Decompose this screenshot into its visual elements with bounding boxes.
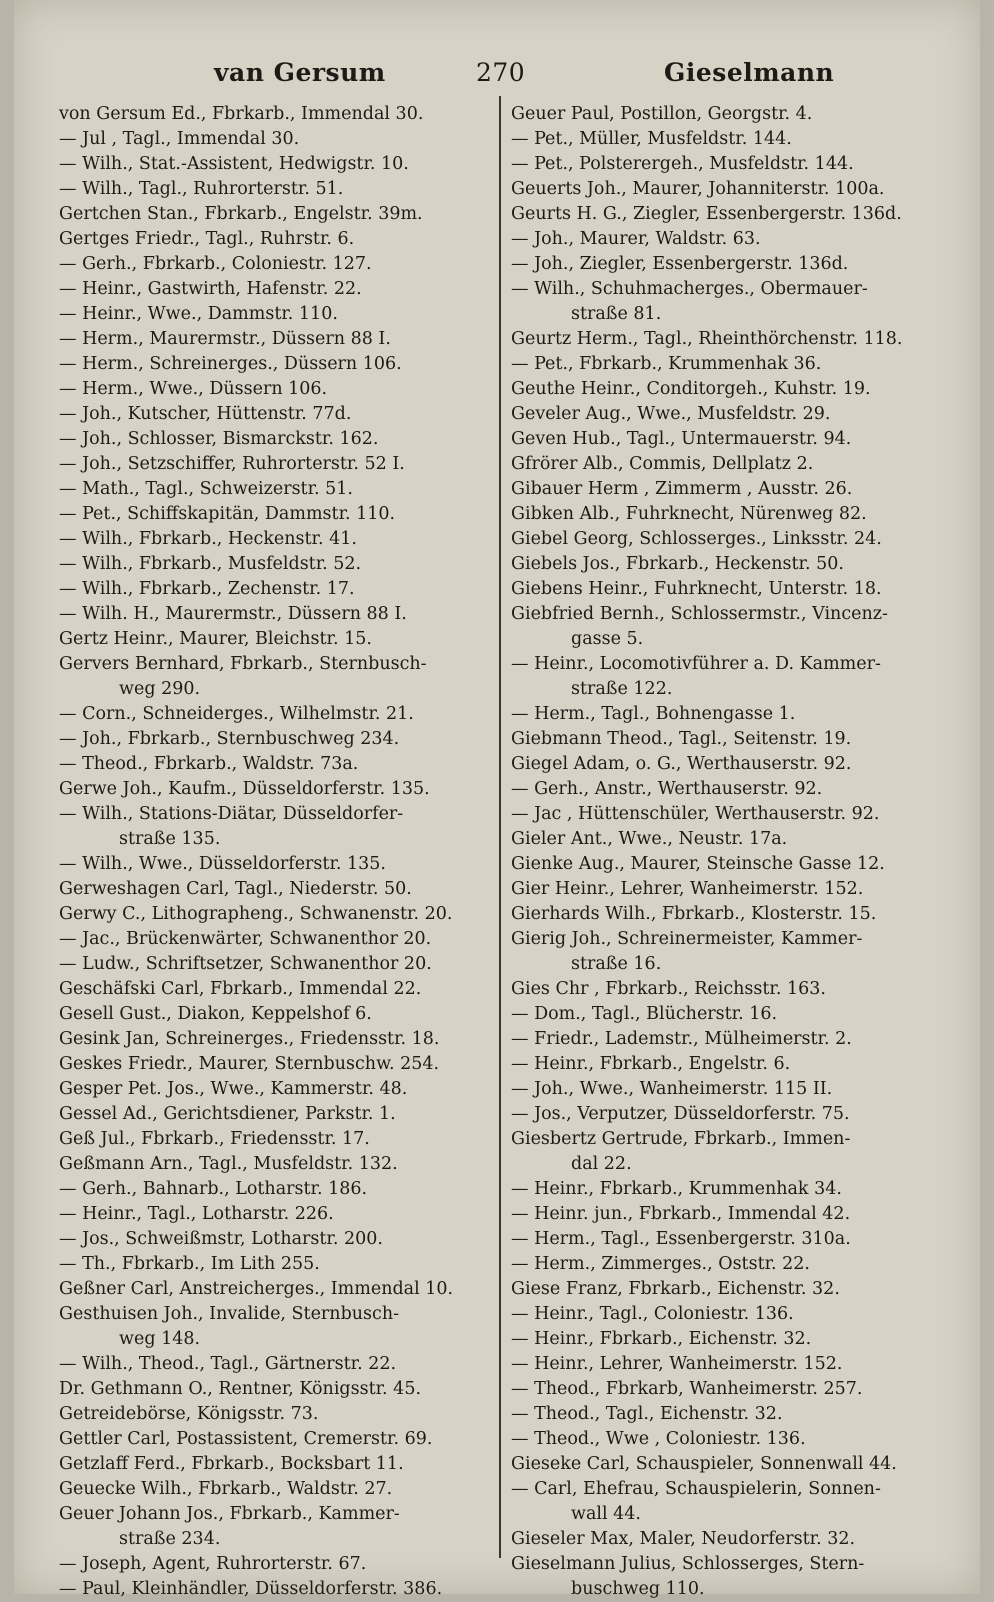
entry-text: — Dom., Tagl., Blücherstr. 16. — [511, 1004, 778, 1024]
directory-entry — [511, 327, 961, 352]
entry-text: Gesper Pet. Jos., Wwe., Kammerstr. 48. — [59, 1079, 408, 1099]
entry-text: — Wilh., Stations-Diätar, Düsseldorfer- — [59, 804, 404, 824]
directory-entry — [59, 452, 499, 477]
directory-entry — [511, 102, 961, 127]
directory-entry — [59, 1502, 499, 1552]
directory-entry — [511, 352, 961, 377]
entry-text: — Wilh., Fbrkarb., Heckenstr. 41. — [59, 529, 357, 549]
directory-entry — [511, 427, 961, 452]
directory-entry — [511, 252, 961, 277]
entry-text: Gieler Ant., Wwe., Neustr. 17a. — [511, 829, 788, 849]
directory-page — [14, 0, 980, 1599]
entry-continuation: weg 290. — [119, 679, 201, 699]
directory-entry — [511, 1077, 961, 1102]
directory-entry — [59, 1377, 499, 1402]
entry-text: Geuecke Wilh., Fbrkarb., Waldstr. 27. — [59, 1479, 393, 1499]
directory-entry — [511, 1127, 961, 1177]
entry-text: — Jos., Verputzer, Düsseldorferstr. 75. — [511, 1104, 850, 1124]
entry-text: — Joh., Wwe., Wanheimerstr. 115 II. — [511, 1079, 833, 1099]
entry-text: — Heinr., Fbrkarb., Engelstr. 6. — [511, 1054, 791, 1074]
entry-text: Gessel Ad., Gerichtsdiener, Parkstr. 1. — [59, 1104, 396, 1124]
directory-entry — [59, 527, 499, 552]
directory-entry — [59, 252, 499, 277]
entry-continuation: weg 148. — [119, 1329, 201, 1349]
entry-text: Geßmann Arn., Tagl., Musfeldstr. 132. — [59, 1154, 398, 1174]
directory-entry — [511, 1527, 961, 1552]
directory-entry — [59, 1077, 499, 1102]
entry-continuation: buschweg 110. — [571, 1579, 705, 1599]
directory-entry — [59, 1402, 499, 1427]
entry-text: — Heinr., Tagl., Coloniestr. 136. — [511, 1304, 794, 1324]
entry-text: Gfrörer Alb., Commis, Dellplatz 2. — [511, 454, 814, 474]
directory-entry — [59, 1552, 499, 1577]
entry-text: — Heinr. jun., Fbrkarb., Immendal 42. — [511, 1204, 851, 1224]
entry-continuation: straße 122. — [571, 679, 673, 699]
entry-text: Gertz Heinr., Maurer, Bleichstr. 15. — [59, 629, 372, 649]
directory-entry — [59, 1127, 499, 1152]
entry-text: Gerwy C., Lithographeng., Schwanenstr. 20. — [59, 904, 453, 924]
right-column — [511, 102, 961, 1602]
entry-text: Gerwe Joh., Kaufm., Düsseldorferstr. 135. — [59, 779, 430, 799]
entry-text: Geuerts Joh., Maurer, Johanniterstr. 100a. — [511, 179, 885, 199]
header-right-keyword: Gieselmann — [664, 58, 835, 87]
directory-entry — [511, 602, 961, 652]
entry-text: — Wilh., Wwe., Düsseldorferstr. 135. — [59, 854, 386, 874]
directory-entry — [511, 577, 961, 602]
directory-entry — [59, 1002, 499, 1027]
entry-text: — Wilh., Stat.-Assistent, Hedwigstr. 10. — [59, 154, 409, 174]
entry-text: Giebel Georg, Schlosserges., Linksstr. 24. — [511, 529, 882, 549]
directory-entry — [59, 702, 499, 727]
entry-text: — Joh., Maurer, Waldstr. 63. — [511, 229, 761, 249]
entry-text: — Theod., Fbrkarb, Wanheimerstr. 257. — [511, 1379, 863, 1399]
entry-text: — Corn., Schneiderges., Wilhelmstr. 21. — [59, 704, 414, 724]
directory-entry — [59, 877, 499, 902]
entry-text: — Ludw., Schriftsetzer, Schwanenthor 20. — [59, 954, 432, 974]
entry-text: Giebfried Bernh., Schlossermstr., Vincenz- — [511, 604, 888, 624]
directory-entry — [511, 727, 961, 752]
entry-text: Getreidebörse, Königsstr. 73. — [59, 1404, 319, 1424]
directory-entry — [59, 202, 499, 227]
entry-text: — Jac , Hüttenschüler, Werthauserstr. 92. — [511, 804, 880, 824]
entry-continuation: straße 234. — [119, 1529, 221, 1549]
entry-text: — Pet., Müller, Musfeldstr. 144. — [511, 129, 792, 149]
directory-entry — [59, 427, 499, 452]
directory-entry — [59, 127, 499, 152]
entry-text: Gierhards Wilh., Fbrkarb., Klosterstr. 15. — [511, 904, 877, 924]
entry-text: Geskes Friedr., Maurer, Sternbuschw. 254. — [59, 1054, 440, 1074]
directory-entry — [511, 502, 961, 527]
entry-text: — Carl, Ehefrau, Schauspielerin, Sonnen- — [511, 1479, 881, 1499]
entry-text: — Joh., Fbrkarb., Sternbuschweg 234. — [59, 729, 400, 749]
directory-entry — [511, 1177, 961, 1202]
entry-text: Giebmann Theod., Tagl., Seitenstr. 19. — [511, 729, 852, 749]
entry-continuation: gasse 5. — [571, 629, 644, 649]
page-header — [14, 52, 980, 96]
entry-text: — Pet., Polsterergeh., Musfeldstr. 144. — [511, 154, 854, 174]
directory-entry — [511, 1327, 961, 1352]
directory-entry — [511, 802, 961, 827]
directory-entry — [59, 952, 499, 977]
entry-text: — Joseph, Agent, Ruhrorterstr. 67. — [59, 1554, 367, 1574]
directory-entry — [59, 1052, 499, 1077]
directory-entry — [59, 302, 499, 327]
directory-entry — [511, 927, 961, 977]
entry-text: — Herm., Zimmerges., Oststr. 22. — [511, 1254, 810, 1274]
directory-entry — [59, 402, 499, 427]
entry-text: Gertges Friedr., Tagl., Ruhrstr. 6. — [59, 229, 355, 249]
directory-entry — [59, 1202, 499, 1227]
directory-entry — [59, 227, 499, 252]
entry-text: — Jac., Brückenwärter, Schwanenthor 20. — [59, 929, 432, 949]
directory-entry — [511, 777, 961, 802]
directory-entry — [511, 1352, 961, 1377]
directory-entry — [59, 502, 499, 527]
entry-text: Gesthuisen Joh., Invalide, Sternbusch- — [59, 1304, 400, 1324]
entry-text: Gierig Joh., Schreinermeister, Kammer- — [511, 929, 863, 949]
directory-entry — [59, 152, 499, 177]
entry-continuation: wall 44. — [571, 1504, 641, 1524]
directory-entry — [59, 802, 499, 852]
directory-entry — [59, 977, 499, 1002]
entry-text: Geßner Carl, Anstreicherges., Immendal 10. — [59, 1279, 454, 1299]
entry-text: Geven Hub., Tagl., Untermauerstr. 94. — [511, 429, 852, 449]
entry-text: Geuthe Heinr., Conditorgeh., Kuhstr. 19. — [511, 379, 871, 399]
directory-entry — [511, 1202, 961, 1227]
directory-entry — [59, 377, 499, 402]
directory-entry — [59, 1577, 499, 1602]
directory-entry — [511, 227, 961, 252]
directory-entry — [511, 1002, 961, 1027]
directory-entry — [59, 1152, 499, 1177]
entry-text: Gibken Alb., Fuhrknecht, Nürenweg 82. — [511, 504, 867, 524]
directory-entry — [59, 352, 499, 377]
entry-text: Gieseke Carl, Schauspieler, Sonnenwall 44. — [511, 1454, 897, 1474]
entry-text: Gesell Gust., Diakon, Keppelshof 6. — [59, 1004, 372, 1024]
directory-entry — [59, 852, 499, 877]
page-number: 270 — [476, 58, 526, 87]
directory-entry — [511, 1052, 961, 1077]
directory-entry — [59, 627, 499, 652]
entry-text: — Friedr., Lademstr., Mülheimerstr. 2. — [511, 1029, 852, 1049]
entry-text: — Th., Fbrkarb., Im Lith 255. — [59, 1254, 320, 1274]
entry-continuation: straße 135. — [119, 829, 221, 849]
entry-text: — Joh., Kutscher, Hüttenstr. 77d. — [59, 404, 352, 424]
entry-text: Gienke Aug., Maurer, Steinsche Gasse 12. — [511, 854, 885, 874]
entry-text: — Pet., Schiffskapitän, Dammstr. 110. — [59, 504, 396, 524]
directory-entry — [59, 1027, 499, 1052]
directory-entry — [511, 1027, 961, 1052]
entry-text: — Heinr., Lehrer, Wanheimerstr. 152. — [511, 1354, 843, 1374]
entry-text: — Herm., Wwe., Düssern 106. — [59, 379, 328, 399]
entry-text: Gesink Jan, Schreinerges., Friedensstr. 18. — [59, 1029, 440, 1049]
entry-text: — Heinr., Tagl., Lotharstr. 226. — [59, 1204, 334, 1224]
directory-entry — [511, 852, 961, 877]
directory-entry — [59, 1102, 499, 1127]
entry-text: Geurtz Herm., Tagl., Rheinthörchenstr. 118. — [511, 329, 903, 349]
directory-entry — [511, 202, 961, 227]
directory-entry — [511, 527, 961, 552]
directory-entry — [511, 1427, 961, 1452]
directory-entry — [59, 777, 499, 802]
entry-text: Geveler Aug., Wwe., Musfeldstr. 29. — [511, 404, 831, 424]
directory-entry — [511, 902, 961, 927]
left-column — [59, 102, 499, 1602]
entry-text: — Joh., Schlosser, Bismarckstr. 162. — [59, 429, 379, 449]
entry-text: Gertchen Stan., Fbrkarb., Engelstr. 39m. — [59, 204, 423, 224]
directory-entry — [59, 1177, 499, 1202]
entry-text: Gerweshagen Carl, Tagl., Niederstr. 50. — [59, 879, 412, 899]
directory-entry — [511, 177, 961, 202]
directory-entry — [511, 977, 961, 1002]
entry-text: Geschäfski Carl, Fbrkarb., Immendal 22. — [59, 979, 422, 999]
directory-entry — [59, 1477, 499, 1502]
directory-entry — [511, 402, 961, 427]
entry-text: — Wilh., Tagl., Ruhrorterstr. 51. — [59, 179, 344, 199]
entry-text: — Jul , Tagl., Immendal 30. — [59, 129, 300, 149]
entry-text: Giebels Jos., Fbrkarb., Heckenstr. 50. — [511, 554, 844, 574]
directory-entry — [59, 927, 499, 952]
entry-text: Dr. Gethmann O., Rentner, Königsstr. 45. — [59, 1379, 422, 1399]
entry-text: — Heinr., Gastwirth, Hafenstr. 22. — [59, 279, 362, 299]
entry-text: Gies Chr , Fbrkarb., Reichsstr. 163. — [511, 979, 826, 999]
entry-text: — Herm., Maurermstr., Düssern 88 I. — [59, 329, 391, 349]
entry-text: Gieselmann Julius, Schlosserges, Stern- — [511, 1554, 865, 1574]
column-divider — [499, 96, 501, 1558]
entry-text: — Wilh., Fbrkarb., Musfeldstr. 52. — [59, 554, 362, 574]
entry-text: — Pet., Fbrkarb., Krummenhak 36. — [511, 354, 822, 374]
entry-text: — Heinr., Locomotivführer a. D. Kammer- — [511, 654, 881, 674]
directory-entry — [59, 327, 499, 352]
entry-text: Geuer Johann Jos., Fbrkarb., Kammer- — [59, 1504, 400, 1524]
entry-text: — Jos., Schweißmstr, Lotharstr. 200. — [59, 1229, 383, 1249]
entry-text: — Joh., Setzschiffer, Ruhrorterstr. 52 I. — [59, 454, 405, 474]
entry-text: — Gerh., Anstr., Werthauserstr. 92. — [511, 779, 823, 799]
entry-text: von Gersum Ed., Fbrkarb., Immendal 30. — [59, 104, 424, 124]
entry-continuation: straße 81. — [571, 304, 662, 324]
entry-text: — Herm., Tagl., Essenbergerstr. 310a. — [511, 1229, 851, 1249]
entry-text: Getzlaff Ferd., Fbrkarb., Bocksbart 11. — [59, 1454, 404, 1474]
entry-text: — Wilh. H., Maurermstr., Düssern 88 I. — [59, 604, 407, 624]
directory-entry — [511, 1302, 961, 1327]
entry-text: Giese Franz, Fbrkarb., Eichenstr. 32. — [511, 1279, 840, 1299]
directory-entry — [511, 1477, 961, 1527]
directory-entry — [59, 277, 499, 302]
directory-entry — [511, 877, 961, 902]
directory-entry — [59, 1452, 499, 1477]
entry-continuation: straße 16. — [571, 954, 662, 974]
directory-entry — [511, 377, 961, 402]
directory-entry — [59, 1277, 499, 1302]
entry-text: — Theod., Wwe , Coloniestr. 136. — [511, 1429, 806, 1449]
entry-text: Giegel Adam, o. G., Werthauserstr. 92. — [511, 754, 852, 774]
entry-text: — Herm., Tagl., Bohnengasse 1. — [511, 704, 796, 724]
directory-entry — [511, 827, 961, 852]
directory-entry — [59, 1252, 499, 1277]
directory-entry — [59, 577, 499, 602]
entry-text: Gibauer Herm , Zimmerm , Ausstr. 26. — [511, 479, 853, 499]
directory-entry — [511, 1402, 961, 1427]
directory-entry — [511, 477, 961, 502]
header-left-keyword: van Gersum — [214, 58, 386, 87]
directory-entry — [59, 1302, 499, 1352]
directory-entry — [59, 727, 499, 752]
directory-entry — [511, 752, 961, 777]
entry-text: — Joh., Ziegler, Essenbergerstr. 136d. — [511, 254, 849, 274]
entry-text: Gier Heinr., Lehrer, Wanheimerstr. 152. — [511, 879, 864, 899]
entry-text: Geß Jul., Fbrkarb., Friedensstr. 17. — [59, 1129, 370, 1149]
directory-entry — [511, 1452, 961, 1477]
entry-text: — Wilh., Fbrkarb., Zechenstr. 17. — [59, 579, 355, 599]
entry-text: — Wilh., Theod., Tagl., Gärtnerstr. 22. — [59, 1354, 397, 1374]
directory-entry — [511, 277, 961, 327]
entry-text: — Wilh., Schuhmacherges., Obermauer- — [511, 279, 868, 299]
directory-entry — [59, 102, 499, 127]
directory-entry — [511, 127, 961, 152]
directory-entry — [511, 152, 961, 177]
directory-entry — [59, 1227, 499, 1252]
entry-text: Geurts H. G., Ziegler, Essenbergerstr. 136d. — [511, 204, 902, 224]
directory-entry — [59, 602, 499, 627]
directory-entry — [59, 552, 499, 577]
entry-text: Gervers Bernhard, Fbrkarb., Sternbusch- — [59, 654, 427, 674]
directory-entry — [511, 1252, 961, 1277]
directory-entry — [511, 1227, 961, 1252]
entry-text: — Gerh., Bahnarb., Lotharstr. 186. — [59, 1179, 368, 1199]
entry-text: Gieseler Max, Maler, Neudorferstr. 32. — [511, 1529, 856, 1549]
entry-text: Giesbertz Gertrude, Fbrkarb., Immen- — [511, 1129, 851, 1149]
entry-text: — Heinr., Fbrkarb., Eichenstr. 32. — [511, 1329, 812, 1349]
directory-entry — [59, 652, 499, 702]
directory-entry — [59, 752, 499, 777]
directory-entry — [511, 1102, 961, 1127]
entry-text: Gettler Carl, Postassistent, Cremerstr. 69. — [59, 1429, 433, 1449]
entry-text: — Heinr., Fbrkarb., Krummenhak 34. — [511, 1179, 842, 1199]
directory-entry — [511, 1377, 961, 1402]
directory-entry — [59, 902, 499, 927]
entry-text: Giebens Heinr., Fuhrknecht, Unterstr. 18. — [511, 579, 882, 599]
entry-continuation: dal 22. — [571, 1154, 632, 1174]
entry-text: — Theod., Tagl., Eichenstr. 32. — [511, 1404, 783, 1424]
entry-text: — Herm., Schreinerges., Düssern 106. — [59, 354, 402, 374]
entry-text: — Gerh., Fbrkarb., Coloniestr. 127. — [59, 254, 372, 274]
entry-text: — Paul, Kleinhändler, Düsseldorferstr. 386. — [59, 1579, 443, 1599]
directory-entry — [511, 452, 961, 477]
directory-entry — [59, 1352, 499, 1377]
directory-entry — [511, 1552, 961, 1602]
entry-text: — Heinr., Wwe., Dammstr. 110. — [59, 304, 338, 324]
entry-text: Geuer Paul, Postillon, Georgstr. 4. — [511, 104, 813, 124]
directory-entry — [59, 1427, 499, 1452]
directory-entry — [59, 177, 499, 202]
directory-entry — [511, 552, 961, 577]
directory-entry — [59, 477, 499, 502]
entry-text: — Theod., Fbrkarb., Waldstr. 73a. — [59, 754, 359, 774]
entry-text: — Math., Tagl., Schweizerstr. 51. — [59, 479, 353, 499]
directory-entry — [511, 702, 961, 727]
directory-entry — [511, 652, 961, 702]
directory-entry — [511, 1277, 961, 1302]
